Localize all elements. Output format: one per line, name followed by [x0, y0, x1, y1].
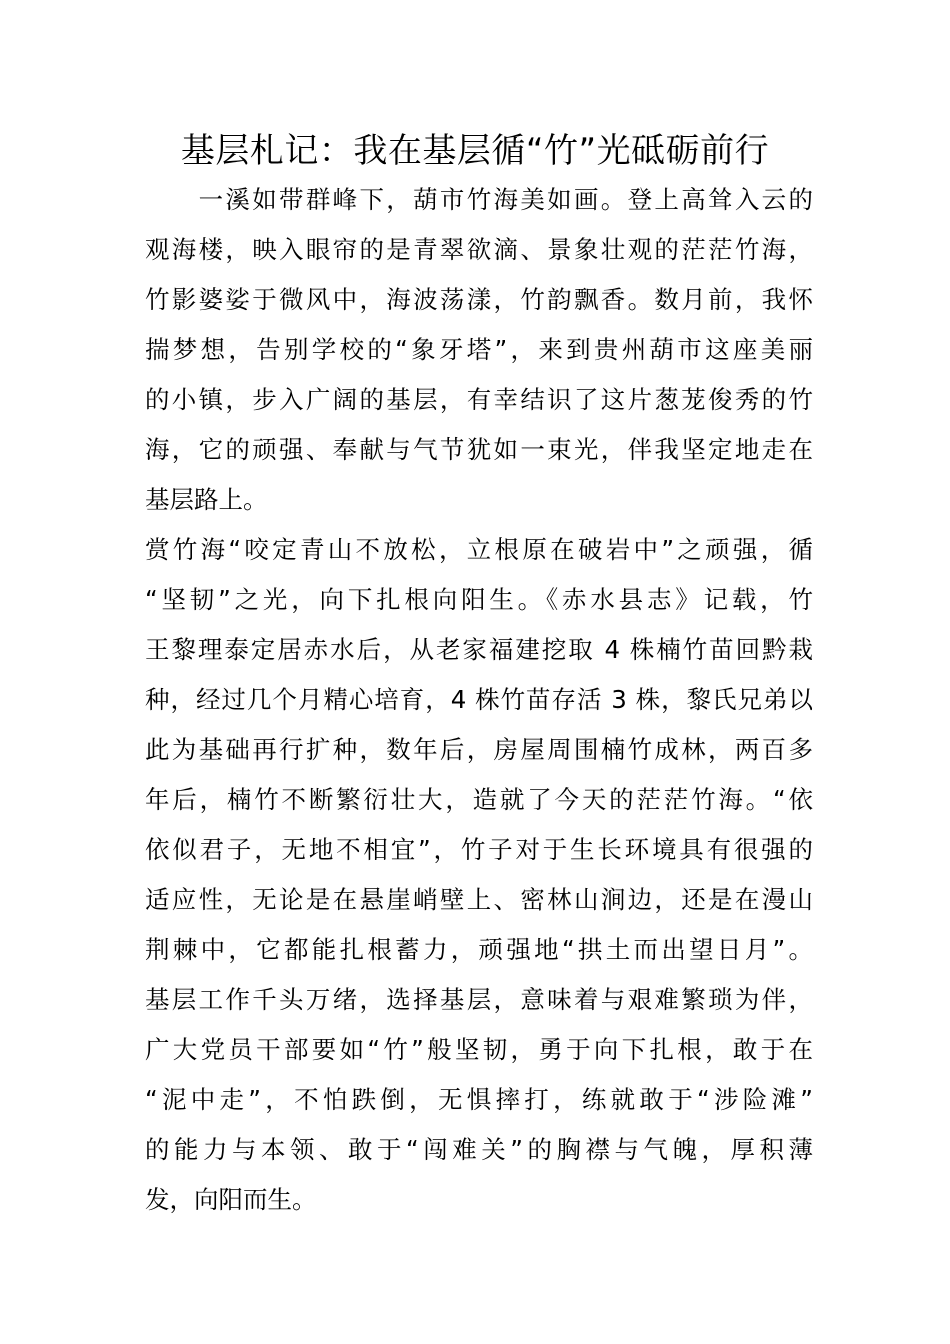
paragraph-line: 广大党员干部要如“竹”般坚韧，勇于向下扎根，敢于在 [145, 1035, 813, 1064]
paragraph-line: 种，经过几个月精心培育，4 株竹苗存活 3 株，黎氏兄弟以 [145, 685, 813, 714]
paragraph-line: 荆棘中，它都能扎根蓄力，顽强地“拱土而出望日月”。 [145, 935, 813, 964]
paragraph-line: 发，向阳而生。 [145, 1185, 317, 1214]
paragraph-line: 揣梦想，告别学校的“象牙塔”，来到贵州葫市这座美丽 [145, 335, 813, 364]
paragraph-line: 观海楼，映入眼帘的是青翠欲滴、景象壮观的茫茫竹海， [145, 235, 813, 264]
paragraph-line: “泥中走”，不怕跌倒，无惧摔打，练就敢于“涉险滩” [145, 1085, 813, 1114]
paragraph-line: 的能力与本领、敢于“闯难关”的胸襟与气魄，厚积薄 [145, 1135, 813, 1164]
paragraph-line: 王黎理泰定居赤水后，从老家福建挖取 4 株楠竹苗回黔栽 [145, 635, 813, 664]
paragraph-line: 竹影婆娑于微风中，海波荡漾，竹韵飘香。数月前，我怀 [145, 285, 813, 314]
paragraph-line: 年后，楠竹不断繁衍壮大，造就了今天的茫茫竹海。“依 [145, 785, 813, 814]
paragraph-line: 基层路上。 [145, 485, 268, 514]
paragraph-line: 的小镇，步入广阔的基层，有幸结识了这片葱茏俊秀的竹 [145, 385, 813, 414]
document-title: 基层札记：我在基层循“竹”光砥砺前行 [180, 131, 770, 171]
paragraph-line: 此为基础再行扩种，数年后，房屋周围楠竹成林，两百多 [145, 735, 813, 764]
paragraph-line: 适应性，无论是在悬崖峭壁上、密林山涧边，还是在漫山 [145, 885, 813, 914]
paragraph-line: 依似君子，无地不相宜”，竹子对于生长环境具有很强的 [145, 835, 813, 864]
paragraph-line: 基层工作千头万绪，选择基层，意味着与艰难繁琐为伴， [145, 985, 813, 1014]
paragraph-line: “坚韧”之光，向下扎根向阳生。《赤水县志》记载，竹 [145, 585, 813, 614]
paragraph-line: 海，它的顽强、奉献与气节犹如一束光，伴我坚定地走在 [145, 435, 813, 464]
paragraph-line: 一溪如带群峰下，葫市竹海美如画。登上高耸入云的 [145, 185, 813, 214]
paragraph-line: 赏竹海“咬定青山不放松，立根原在破岩中”之顽强，循 [145, 535, 813, 564]
